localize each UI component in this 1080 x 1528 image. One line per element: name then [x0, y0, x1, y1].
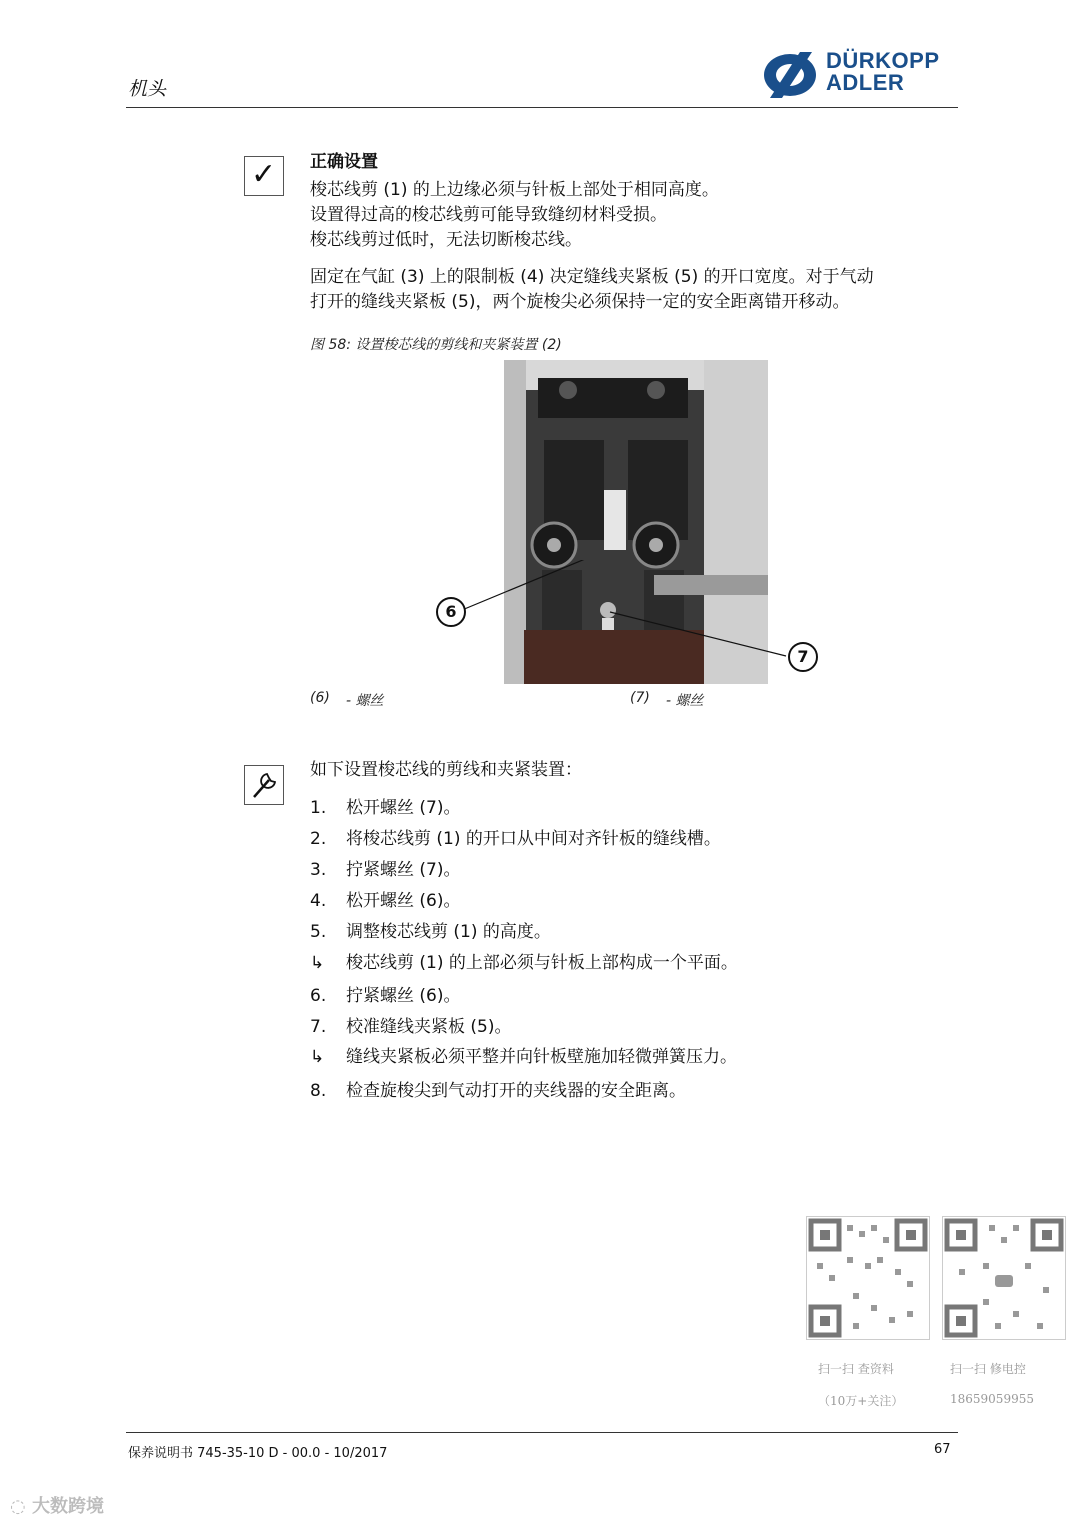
step-text: 调整梭芯线剪 (1) 的高度。	[346, 922, 551, 942]
step-number: 2.	[310, 829, 327, 849]
step-number: 8.	[310, 1081, 327, 1101]
step-number: 1.	[310, 798, 327, 818]
qr-left-sublabel: （10万+关注）	[818, 1394, 904, 1408]
step-text: 拧紧螺丝 (7)。	[346, 860, 461, 880]
document-reference: 保养说明书 745-35-10 D - 00.0 - 10/2017	[128, 1446, 388, 1461]
step-text: 松开螺丝 (7)。	[346, 798, 461, 818]
correct-setting-line-1: 梭芯线剪 (1) 的上边缘必须与针板上部处于相同高度。	[310, 180, 719, 200]
step-number: 5.	[310, 922, 327, 942]
step-text: 将梭芯线剪 (1) 的开口从中间对齐针板的缝线槽。	[346, 829, 721, 849]
callout-6: 6	[436, 597, 466, 627]
logo-line1: DÜRKOPP	[826, 48, 940, 73]
correct-setting-line-2: 设置得过高的梭芯线剪可能导致缝纫材料受损。	[310, 205, 667, 225]
legend-7-number: (7)	[630, 690, 650, 706]
step-text: 松开螺丝 (6)。	[346, 891, 461, 911]
step-number: 3.	[310, 860, 327, 880]
watermark	[10, 1492, 104, 1518]
procedure-intro: 如下设置梭芯线的剪线和夹紧装置：	[310, 760, 582, 780]
logo-mark-icon	[762, 50, 826, 100]
correct-setting-heading: 正确设置	[310, 152, 378, 172]
step-number: 6.	[310, 986, 327, 1006]
step-result-text: 缝线夹紧板必须平整并向针板壁施加轻微弹簧压力。	[346, 1047, 737, 1067]
result-arrow-icon: ↳	[310, 1047, 325, 1067]
paragraph-line-2: 打开的缝线夹紧板 (5)，两个旋梭尖必须保持一定的安全距离错开移动。	[310, 292, 850, 312]
qr-left-label: 扫一扫 查资料	[818, 1362, 894, 1376]
footer-divider	[126, 1432, 958, 1433]
header-divider	[126, 107, 958, 108]
check-icon: ✓	[244, 156, 284, 196]
callout-lines	[440, 560, 840, 670]
step-text: 检查旋梭尖到气动打开的夹线器的安全距离。	[346, 1081, 686, 1101]
paragraph-line-1: 固定在气缸 (3) 上的限制板 (4) 决定缝线夹紧板 (5) 的开口宽度。对于气动	[310, 267, 874, 287]
qr-code-right	[942, 1216, 1066, 1340]
step-number: 7.	[310, 1017, 327, 1037]
qr-right-label: 扫一扫 修电控	[950, 1362, 1026, 1376]
callout-7: 7	[788, 642, 818, 672]
legend-6-number: (6)	[310, 690, 330, 706]
legend-7-text: - 螺丝	[666, 693, 704, 709]
qr-code-left	[806, 1216, 930, 1340]
step-number: 4.	[310, 891, 327, 911]
legend-6-text: - 螺丝	[346, 693, 384, 709]
page-number: 67	[934, 1442, 951, 1457]
step-text: 校准缝线夹紧板 (5)。	[346, 1017, 512, 1037]
result-arrow-icon: ↳	[310, 953, 325, 973]
wrench-icon	[244, 765, 284, 805]
correct-setting-line-3: 梭芯线剪过低时，无法切断梭芯线。	[310, 230, 582, 250]
watermark-logo-icon: ◌	[10, 1496, 26, 1517]
section-title: 机头	[128, 78, 167, 100]
step-text: 拧紧螺丝 (6)。	[346, 986, 461, 1006]
logo-wordmark	[826, 50, 940, 94]
step-result-text: 梭芯线剪 (1) 的上部必须与针板上部构成一个平面。	[346, 953, 738, 973]
logo-line2: ADLER	[826, 70, 905, 95]
watermark-text: 大数跨境	[32, 1496, 104, 1517]
figure-caption: 图 58: 设置梭芯线的剪线和夹紧装置 (2)	[310, 337, 562, 353]
qr-right-sublabel: 18659059955	[950, 1392, 1034, 1406]
